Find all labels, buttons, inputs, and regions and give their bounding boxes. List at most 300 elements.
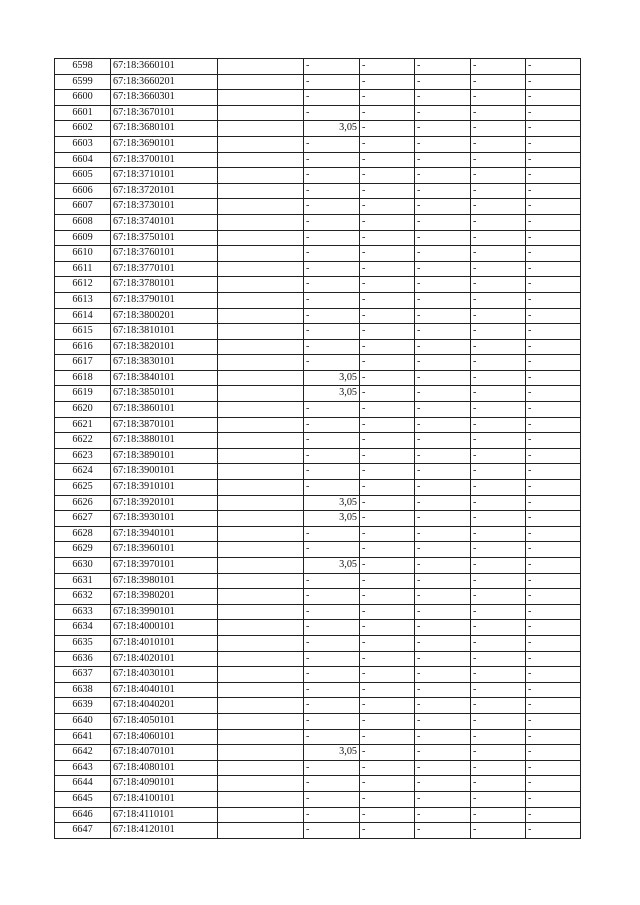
dash-cell: - <box>415 168 471 184</box>
value-cell: - <box>304 791 360 807</box>
dash-cell: - <box>415 448 471 464</box>
cadastral-number-cell: 67:18:3840101 <box>111 370 218 386</box>
value-cell: - <box>304 339 360 355</box>
dash-cell: - <box>360 729 415 745</box>
table-row <box>55 698 581 714</box>
empty-cell <box>218 74 304 90</box>
value-cell: - <box>304 59 360 75</box>
empty-cell <box>218 495 304 511</box>
dash-cell: - <box>471 480 526 496</box>
empty-cell <box>218 807 304 823</box>
cadastral-number-cell: 67:18:4040201 <box>111 698 218 714</box>
value-cell: - <box>304 464 360 480</box>
dash-cell: - <box>526 277 581 293</box>
dash-cell: - <box>526 386 581 402</box>
empty-cell <box>218 324 304 340</box>
dash-cell: - <box>526 823 581 839</box>
dash-cell: - <box>526 526 581 542</box>
dash-cell: - <box>360 526 415 542</box>
empty-cell <box>218 651 304 667</box>
cadastral-number-cell: 67:18:4030101 <box>111 667 218 683</box>
row-number-cell: 6599 <box>55 74 111 90</box>
value-cell: - <box>304 214 360 230</box>
dash-cell: - <box>526 542 581 558</box>
cadastral-number-cell: 67:18:3660301 <box>111 90 218 106</box>
cadastral-number-cell: 67:18:4060101 <box>111 729 218 745</box>
cadastral-number-cell: 67:18:3870101 <box>111 417 218 433</box>
dash-cell: - <box>526 745 581 761</box>
empty-cell <box>218 760 304 776</box>
dash-cell: - <box>471 105 526 121</box>
table-row <box>55 246 581 262</box>
dash-cell: - <box>471 745 526 761</box>
row-number-cell: 6614 <box>55 308 111 324</box>
row-number-cell: 6624 <box>55 464 111 480</box>
dash-cell: - <box>471 214 526 230</box>
dash-cell: - <box>360 121 415 137</box>
dash-cell: - <box>360 480 415 496</box>
dash-cell: - <box>360 277 415 293</box>
value-cell: - <box>304 246 360 262</box>
dash-cell: - <box>526 651 581 667</box>
empty-cell <box>218 635 304 651</box>
value-cell: - <box>304 417 360 433</box>
value-cell: - <box>304 74 360 90</box>
row-number-cell: 6606 <box>55 183 111 199</box>
dash-cell: - <box>360 682 415 698</box>
dash-cell: - <box>471 823 526 839</box>
dash-cell: - <box>526 667 581 683</box>
dash-cell: - <box>526 573 581 589</box>
empty-cell <box>218 261 304 277</box>
empty-cell <box>218 682 304 698</box>
dash-cell: - <box>415 417 471 433</box>
dash-cell: - <box>471 542 526 558</box>
value-cell: - <box>304 526 360 542</box>
row-number-cell: 6630 <box>55 558 111 574</box>
empty-cell <box>218 589 304 605</box>
table-row <box>55 339 581 355</box>
dash-cell: - <box>415 667 471 683</box>
table-row <box>55 713 581 729</box>
value-cell: - <box>304 90 360 106</box>
dash-cell: - <box>415 74 471 90</box>
table-row <box>55 261 581 277</box>
dash-cell: - <box>526 308 581 324</box>
cadastral-number-cell: 67:18:3790101 <box>111 292 218 308</box>
dash-cell: - <box>360 823 415 839</box>
dash-cell: - <box>360 511 415 527</box>
dash-cell: - <box>526 355 581 371</box>
row-number-cell: 6635 <box>55 635 111 651</box>
dash-cell: - <box>415 573 471 589</box>
cadastral-number-cell: 67:18:3710101 <box>111 168 218 184</box>
dash-cell: - <box>526 760 581 776</box>
dash-cell: - <box>471 386 526 402</box>
cadastral-number-cell: 67:18:4010101 <box>111 635 218 651</box>
row-number-cell: 6643 <box>55 760 111 776</box>
dash-cell: - <box>471 121 526 137</box>
dash-cell: - <box>415 682 471 698</box>
row-number-cell: 6621 <box>55 417 111 433</box>
dash-cell: - <box>415 745 471 761</box>
dash-cell: - <box>360 558 415 574</box>
dash-cell: - <box>471 402 526 418</box>
dash-cell: - <box>471 604 526 620</box>
cadastral-number-cell: 67:18:3770101 <box>111 261 218 277</box>
dash-cell: - <box>415 495 471 511</box>
empty-cell <box>218 729 304 745</box>
value-cell: - <box>304 635 360 651</box>
dash-cell: - <box>415 558 471 574</box>
empty-cell <box>218 121 304 137</box>
dash-cell: - <box>471 511 526 527</box>
dash-cell: - <box>526 370 581 386</box>
dash-cell: - <box>471 433 526 449</box>
dash-cell: - <box>471 355 526 371</box>
cadastral-number-cell: 67:18:3670101 <box>111 105 218 121</box>
table-row <box>55 402 581 418</box>
table-row <box>55 386 581 402</box>
dash-cell: - <box>471 152 526 168</box>
value-cell: - <box>304 136 360 152</box>
dash-cell: - <box>415 729 471 745</box>
dash-cell: - <box>360 791 415 807</box>
cadastral-number-cell: 67:18:4090101 <box>111 776 218 792</box>
dash-cell: - <box>360 402 415 418</box>
value-cell: - <box>304 713 360 729</box>
cadastral-number-cell: 67:18:3780101 <box>111 277 218 293</box>
dash-cell: - <box>526 230 581 246</box>
row-number-cell: 6631 <box>55 573 111 589</box>
row-number-cell: 6598 <box>55 59 111 75</box>
dash-cell: - <box>471 339 526 355</box>
table-row <box>55 526 581 542</box>
dash-cell: - <box>471 308 526 324</box>
dash-cell: - <box>526 776 581 792</box>
dash-cell: - <box>526 511 581 527</box>
row-number-cell: 6626 <box>55 495 111 511</box>
table-row <box>55 620 581 636</box>
dash-cell: - <box>360 370 415 386</box>
dash-cell: - <box>526 589 581 605</box>
table-row <box>55 433 581 449</box>
dash-cell: - <box>471 526 526 542</box>
dash-cell: - <box>415 526 471 542</box>
dash-cell: - <box>526 635 581 651</box>
empty-cell <box>218 168 304 184</box>
empty-cell <box>218 355 304 371</box>
empty-cell <box>218 402 304 418</box>
dash-cell: - <box>471 589 526 605</box>
value-cell: - <box>304 480 360 496</box>
dash-cell: - <box>360 495 415 511</box>
cadastral-number-cell: 67:18:3800201 <box>111 308 218 324</box>
cadastral-number-cell: 67:18:3920101 <box>111 495 218 511</box>
row-number-cell: 6632 <box>55 589 111 605</box>
empty-cell <box>218 542 304 558</box>
cadastral-table <box>54 58 581 839</box>
row-number-cell: 6627 <box>55 511 111 527</box>
dash-cell: - <box>415 355 471 371</box>
dash-cell: - <box>360 355 415 371</box>
dash-cell: - <box>415 433 471 449</box>
dash-cell: - <box>415 542 471 558</box>
dash-cell: - <box>415 292 471 308</box>
dash-cell: - <box>415 511 471 527</box>
dash-cell: - <box>415 386 471 402</box>
row-number-cell: 6641 <box>55 729 111 745</box>
empty-cell <box>218 417 304 433</box>
row-number-cell: 6601 <box>55 105 111 121</box>
value-cell: 3,05 <box>304 745 360 761</box>
table-row <box>55 417 581 433</box>
table-row <box>55 105 581 121</box>
dash-cell: - <box>471 59 526 75</box>
dash-cell: - <box>415 277 471 293</box>
value-cell: - <box>304 589 360 605</box>
value-cell: - <box>304 667 360 683</box>
empty-cell <box>218 511 304 527</box>
dash-cell: - <box>526 105 581 121</box>
dash-cell: - <box>526 246 581 262</box>
value-cell: - <box>304 682 360 698</box>
dash-cell: - <box>360 261 415 277</box>
row-number-cell: 6605 <box>55 168 111 184</box>
dash-cell: - <box>360 230 415 246</box>
dash-cell: - <box>360 573 415 589</box>
empty-cell <box>218 152 304 168</box>
value-cell: 3,05 <box>304 558 360 574</box>
dash-cell: - <box>360 292 415 308</box>
dash-cell: - <box>471 620 526 636</box>
table-row <box>55 791 581 807</box>
cadastral-number-cell: 67:18:3750101 <box>111 230 218 246</box>
table-row <box>55 729 581 745</box>
row-number-cell: 6613 <box>55 292 111 308</box>
dash-cell: - <box>526 682 581 698</box>
table-row <box>55 511 581 527</box>
dash-cell: - <box>360 136 415 152</box>
dash-cell: - <box>526 604 581 620</box>
dash-cell: - <box>526 464 581 480</box>
dash-cell: - <box>471 495 526 511</box>
cadastral-number-cell: 67:18:3810101 <box>111 324 218 340</box>
table-row <box>55 464 581 480</box>
empty-cell <box>218 745 304 761</box>
value-cell: - <box>304 729 360 745</box>
value-cell: 3,05 <box>304 121 360 137</box>
dash-cell: - <box>360 667 415 683</box>
dash-cell: - <box>526 74 581 90</box>
empty-cell <box>218 604 304 620</box>
dash-cell: - <box>415 261 471 277</box>
dash-cell: - <box>415 90 471 106</box>
value-cell: - <box>304 651 360 667</box>
value-cell: - <box>304 604 360 620</box>
value-cell: - <box>304 199 360 215</box>
cadastral-number-cell: 67:18:4080101 <box>111 760 218 776</box>
cadastral-number-cell: 67:18:3660201 <box>111 74 218 90</box>
table-row <box>55 370 581 386</box>
empty-cell <box>218 573 304 589</box>
row-number-cell: 6639 <box>55 698 111 714</box>
empty-cell <box>218 776 304 792</box>
dash-cell: - <box>360 308 415 324</box>
empty-cell <box>218 105 304 121</box>
dash-cell: - <box>471 729 526 745</box>
table-row <box>55 292 581 308</box>
empty-cell <box>218 791 304 807</box>
dash-cell: - <box>360 542 415 558</box>
row-number-cell: 6638 <box>55 682 111 698</box>
dash-cell: - <box>526 791 581 807</box>
dash-cell: - <box>471 698 526 714</box>
row-number-cell: 6647 <box>55 823 111 839</box>
dash-cell: - <box>360 339 415 355</box>
empty-cell <box>218 713 304 729</box>
dash-cell: - <box>526 152 581 168</box>
dash-cell: - <box>471 246 526 262</box>
dash-cell: - <box>360 698 415 714</box>
dash-cell: - <box>526 261 581 277</box>
dash-cell: - <box>360 776 415 792</box>
dash-cell: - <box>415 121 471 137</box>
dash-cell: - <box>415 324 471 340</box>
dash-cell: - <box>415 464 471 480</box>
dash-cell: - <box>526 59 581 75</box>
table-row <box>55 214 581 230</box>
value-cell: 3,05 <box>304 495 360 511</box>
dash-cell: - <box>360 745 415 761</box>
row-number-cell: 6636 <box>55 651 111 667</box>
cadastral-number-cell: 67:18:3660101 <box>111 59 218 75</box>
value-cell: - <box>304 324 360 340</box>
dash-cell: - <box>415 230 471 246</box>
row-number-cell: 6608 <box>55 214 111 230</box>
row-number-cell: 6610 <box>55 246 111 262</box>
dash-cell: - <box>415 823 471 839</box>
dash-cell: - <box>360 90 415 106</box>
dash-cell: - <box>471 776 526 792</box>
table-body <box>55 59 581 839</box>
dash-cell: - <box>526 214 581 230</box>
dash-cell: - <box>360 604 415 620</box>
dash-cell: - <box>415 635 471 651</box>
row-number-cell: 6612 <box>55 277 111 293</box>
empty-cell <box>218 230 304 246</box>
dash-cell: - <box>471 667 526 683</box>
dash-cell: - <box>415 402 471 418</box>
empty-cell <box>218 246 304 262</box>
dash-cell: - <box>526 324 581 340</box>
empty-cell <box>218 464 304 480</box>
cadastral-number-cell: 67:18:3990101 <box>111 604 218 620</box>
dash-cell: - <box>360 74 415 90</box>
cadastral-number-cell: 67:18:3910101 <box>111 480 218 496</box>
dash-cell: - <box>415 760 471 776</box>
table-row <box>55 776 581 792</box>
empty-cell <box>218 292 304 308</box>
dash-cell: - <box>471 464 526 480</box>
table-row <box>55 823 581 839</box>
cadastral-number-cell: 67:18:3980101 <box>111 573 218 589</box>
dash-cell: - <box>360 386 415 402</box>
dash-cell: - <box>415 807 471 823</box>
empty-cell <box>218 214 304 230</box>
dash-cell: - <box>471 760 526 776</box>
table-row <box>55 448 581 464</box>
row-number-cell: 6617 <box>55 355 111 371</box>
cadastral-number-cell: 67:18:3900101 <box>111 464 218 480</box>
dash-cell: - <box>526 807 581 823</box>
dash-cell: - <box>415 105 471 121</box>
empty-cell <box>218 558 304 574</box>
empty-cell <box>218 667 304 683</box>
dash-cell: - <box>471 199 526 215</box>
row-number-cell: 6645 <box>55 791 111 807</box>
dash-cell: - <box>415 136 471 152</box>
dash-cell: - <box>360 324 415 340</box>
dash-cell: - <box>526 183 581 199</box>
dash-cell: - <box>360 199 415 215</box>
row-number-cell: 6607 <box>55 199 111 215</box>
row-number-cell: 6615 <box>55 324 111 340</box>
cadastral-number-cell: 67:18:3980201 <box>111 589 218 605</box>
value-cell: - <box>304 760 360 776</box>
empty-cell <box>218 136 304 152</box>
dash-cell: - <box>415 480 471 496</box>
dash-cell: - <box>526 121 581 137</box>
dash-cell: - <box>526 433 581 449</box>
dash-cell: - <box>360 620 415 636</box>
cadastral-number-cell: 67:18:4110101 <box>111 807 218 823</box>
cadastral-number-cell: 67:18:3830101 <box>111 355 218 371</box>
cadastral-number-cell: 67:18:3880101 <box>111 433 218 449</box>
dash-cell: - <box>471 682 526 698</box>
cadastral-number-cell: 67:18:3930101 <box>111 511 218 527</box>
cadastral-number-cell: 67:18:3690101 <box>111 136 218 152</box>
dash-cell: - <box>471 573 526 589</box>
dash-cell: - <box>360 168 415 184</box>
dash-cell: - <box>471 183 526 199</box>
empty-cell <box>218 386 304 402</box>
dash-cell: - <box>526 558 581 574</box>
value-cell: - <box>304 402 360 418</box>
cadastral-number-cell: 67:18:3940101 <box>111 526 218 542</box>
cadastral-number-cell: 67:18:3890101 <box>111 448 218 464</box>
dash-cell: - <box>360 448 415 464</box>
dash-cell: - <box>471 558 526 574</box>
table-row <box>55 355 581 371</box>
table-row <box>55 604 581 620</box>
dash-cell: - <box>360 589 415 605</box>
value-cell: - <box>304 183 360 199</box>
dash-cell: - <box>471 448 526 464</box>
value-cell: - <box>304 807 360 823</box>
dash-cell: - <box>471 635 526 651</box>
dash-cell: - <box>415 214 471 230</box>
value-cell: - <box>304 433 360 449</box>
dash-cell: - <box>471 713 526 729</box>
cadastral-number-cell: 67:18:3680101 <box>111 121 218 137</box>
empty-cell <box>218 277 304 293</box>
dash-cell: - <box>360 651 415 667</box>
cadastral-number-cell: 67:18:4070101 <box>111 745 218 761</box>
dash-cell: - <box>526 90 581 106</box>
dash-cell: - <box>526 480 581 496</box>
empty-cell <box>218 698 304 714</box>
